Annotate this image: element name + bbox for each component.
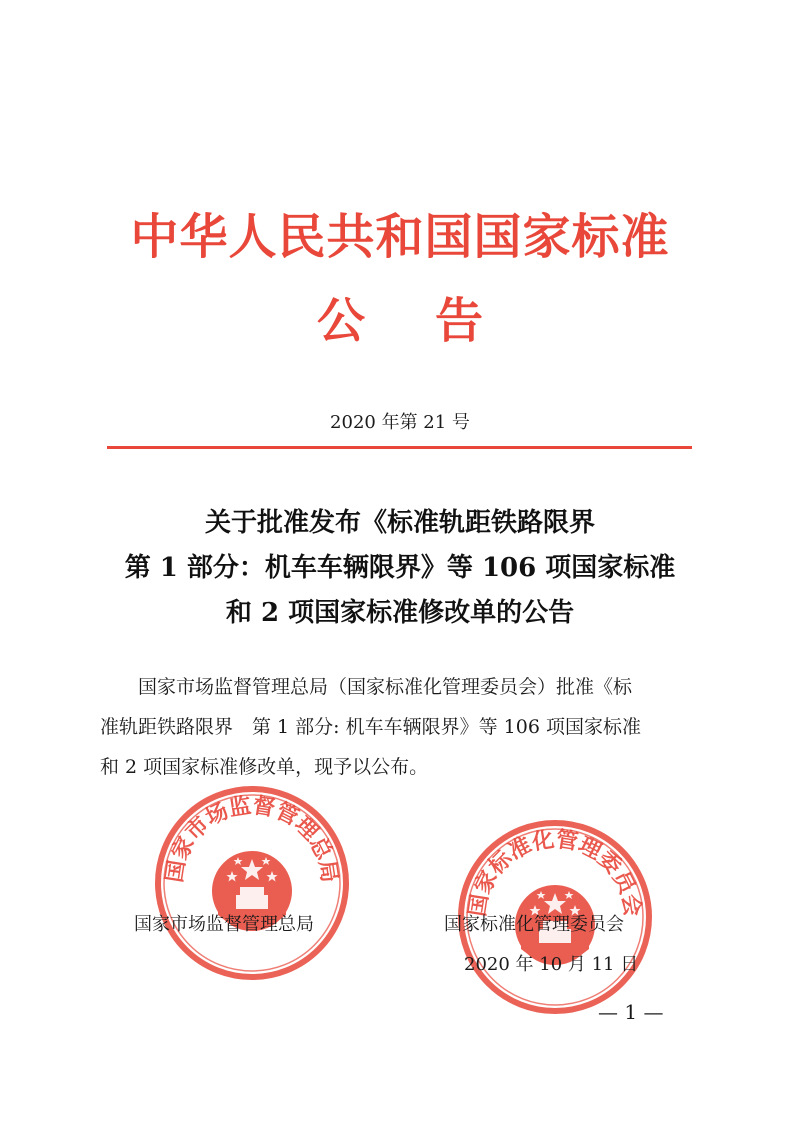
- seal-left-text: 国家市场监督管理总局: [161, 792, 343, 885]
- official-seal-left: [152, 783, 352, 983]
- seal-right-text: 国家标准化管理委员会: [464, 826, 646, 919]
- document-title: 中华人民共和国国家标准: [130, 209, 670, 265]
- signature-left-org: 国家市场监督管理总局: [134, 914, 314, 935]
- announcement-heading-line: 和 2 项国家标准修改单的公告: [225, 598, 575, 628]
- announcement-heading-line: 第 1 部分：机车车辆限界》等 106 项国家标准: [124, 553, 676, 583]
- announcement-body-line: 准轨距铁路限界 第 1 部分: 机车车辆限界》等 106 项国家标准: [100, 716, 641, 738]
- announcement-body-line: 和 2 项国家标准修改单，现予以公布。: [100, 756, 429, 778]
- red-divider: [107, 446, 692, 449]
- announcement-heading-line: 关于批准发布《标准轨距铁路限界: [204, 508, 595, 538]
- signature-date: 2020 年 10 月 11 日: [464, 954, 639, 975]
- document-subtitle: 公告: [316, 293, 553, 349]
- announcement-body-line: 国家市场监督管理总局（国家标准化管理委员会）批准《标: [138, 676, 633, 698]
- document-number: 2020 年第 21 号: [330, 412, 470, 433]
- page-number: — 1 —: [598, 1000, 664, 1024]
- signature-right-org: 国家标准化管理委员会: [444, 914, 624, 935]
